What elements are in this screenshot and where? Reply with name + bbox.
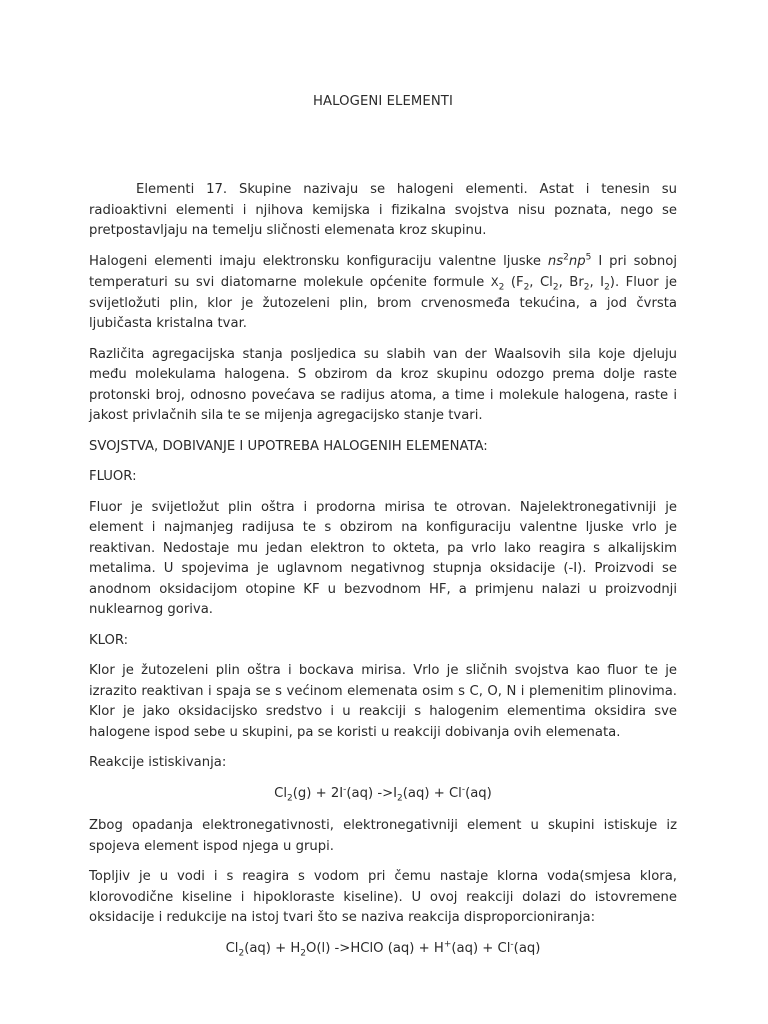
text-segment: , Cl [529,275,553,290]
formula-x: X [490,275,499,289]
subscript: 2 [552,282,559,293]
paragraph-electronegativity: Zbog opadanja elektronegativnosti, elektronegativniji element u skupini istiskuje iz spojeva element ispod njega u grupi. [89,818,677,854]
superscript: - [510,939,514,950]
eq-segment: Cl [225,940,239,956]
text-segment: , Br [558,275,584,290]
paragraph-intro: Elementi 17. Skupine nazivaju se halogeni elementi. Astat i tenesin su radioaktivni elementi i njihova kemijska i fizikalna svojstva nisu poznata, nego se pretpostavljaju na temelju sličnosti elemenata kroz skupinu. [89,182,677,238]
text-segment: ). Fluor je svijetložuti plin, klor je žutozeleni plin, brom crvenosmeđa tekućina, a jod čvrsta ljubičasta kristalna tvar. [89,275,677,331]
eq-segment: (aq) ->I [346,785,398,801]
eq-segment: (g) + 2I [292,785,344,801]
reakcije-heading: Reakcije istiskivanja: [89,755,227,770]
subscript: 2 [300,948,307,959]
text-segment: I pri sobnoj temperaturi su svi diatomarne molekule općenite formule [89,253,677,290]
subscript: 2 [397,793,403,804]
superscript: 2 [563,252,569,263]
superscript: + [443,939,452,950]
subscript: 2 [498,282,505,293]
eq-segment: (aq) + Cl [402,785,462,801]
eq-segment: (aq) [513,940,541,956]
paragraph-solubility: Topljiv je u vodi i s reagira s vodom pri čemu nastaje klorna voda(smjesa klora, klorovodične kiseline i hipokloraste kiseline). U ovoj reakciji dolazi do istovremene oksidacije i redukcije na istoj tvari što se naziva reakcija disproporcioniranja: [89,869,677,925]
superscript: - [343,784,347,795]
eq-segment: (aq) [465,785,492,801]
klor-heading: KLOR: [89,632,129,648]
fluor-heading: FLUOR: [89,469,137,484]
superscript: 5 [585,252,592,263]
text-segment: , I [589,275,605,290]
eq-segment: O(l) ->HClO (aq) + H [306,940,444,956]
subscript: 2 [604,282,610,293]
np-term: np [568,253,586,269]
text-segment: Halogeni elementi imaju elektronsku konfiguraciju valentne ljuske [89,253,548,269]
equation-disproportionation [89,939,677,960]
subscript: 2 [523,282,530,293]
paragraph-aggregation: Različita agregacijska stanja posljedica su slabih van der Waalsovih sila koje djeluju među molekulama halogena. S obzirom da kroz skupinu odozgo prema dolje raste protonski broj, odnosno povećava se radijus atoma, a time i molekule halogena, raste i jakost privlačnih sila te se mijenja agregacijsko stanje tvari. [89,346,677,423]
superscript: - [461,784,466,795]
section-heading: SVOJSTVA, DOBIVANJE I UPOTREBA HALOGENIH ELEMENATA: [89,438,488,454]
paragraph-configuration [89,252,677,335]
subscript: 2 [238,948,245,959]
paragraph-fluor: Fluor je svijetložut plin oštra i prodorna mirisa te otrovan. Najelektronegativniji je element i najmanjeg radijusa te s obzirom na konfiguraciju valentne ljuske vrlo je reaktivan. Nedostaje mu jedan elektron to okteta, pa vrlo lako reagira s alkalijskim metalima. U spojevima je uglavnom negativnog stupnja oksidacije (-I). Proizvodi se anodnom oksidacijom otopine KF u bezvodnom HF, a primjenu nalazi u proizvodnji nuklearnog goriva. [89,499,677,617]
ns-term: ns [547,253,564,269]
subscript: 2 [287,793,293,804]
equation-displacement [89,784,677,805]
eq-segment: (aq) + Cl [451,940,511,956]
eq-segment: Cl [274,785,288,801]
text-segment: (F [504,275,524,290]
eq-segment: (aq) + H [244,940,301,956]
document-body [89,180,677,971]
subscript: 2 [583,282,590,293]
paragraph-klor: Klor je žutozeleni plin oštra i bockava mirisa. Vrlo je sličnih svojstva kao fluor te je izrazito reaktivan i spaja se s većinom elemenata osim s C, O, N i plemenitim plinovima. Klor je jako oksidacijsko sredstvo i u reakciji s halogenim elementima oksidira sve halogene ispod sebe u skupini, pa se koristi u reakciji dobivanja ovih elemenata. [89,663,677,740]
page-title: HALOGENI ELEMENTI [313,94,453,109]
